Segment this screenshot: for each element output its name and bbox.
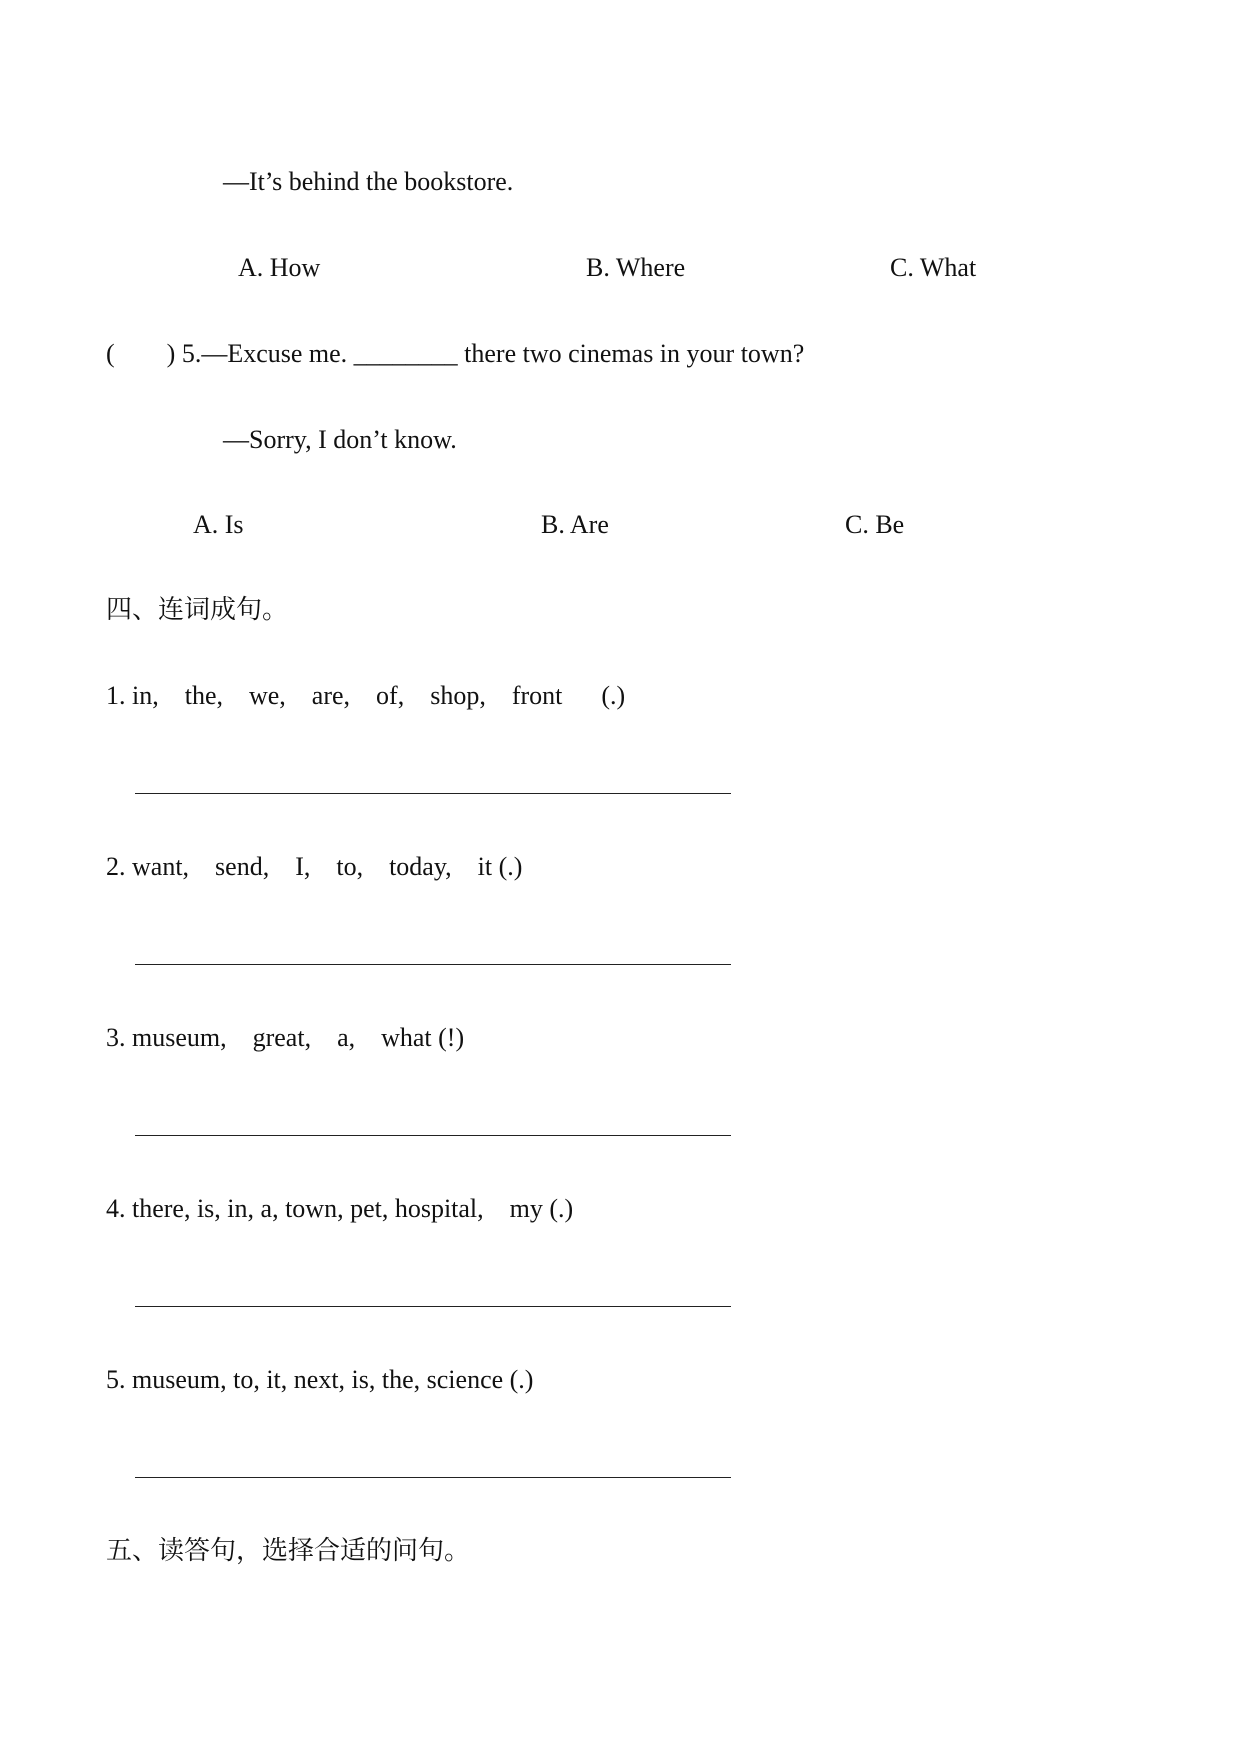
- answer-line-4: [135, 1306, 731, 1307]
- section4-item-2: 2. want, send, I, to, today, it (.): [106, 852, 523, 881]
- q5-question: ( ) 5.—Excuse me. ________ there two cinemas in your town?: [106, 339, 805, 368]
- section4-item-1: 1. in, the, we, are, of, shop, front (.): [106, 681, 626, 710]
- q4-answer-line: —It’s behind the bookstore.: [223, 167, 514, 196]
- q5-option-b: B. Are: [541, 510, 609, 539]
- section5-heading: 五、读答句，选择合适的问句。: [106, 1536, 471, 1566]
- section4-item-5: 5. museum, to, it, next, is, the, science (.): [106, 1365, 534, 1394]
- section4-heading: 四、连词成句。: [106, 595, 289, 625]
- answer-line-1: [135, 793, 731, 794]
- answer-line-5: [135, 1477, 731, 1478]
- q4-option-a: A. How: [238, 253, 321, 282]
- q4-option-b: B. Where: [586, 253, 686, 282]
- q5-answer-line: —Sorry, I don’t know.: [223, 425, 457, 454]
- q4-option-c: C. What: [890, 253, 977, 282]
- section4-item-3: 3. museum, great, a, what (!): [106, 1023, 465, 1052]
- answer-line-3: [135, 1135, 731, 1136]
- q5-option-c: C. Be: [845, 510, 905, 539]
- q5-option-a: A. Is: [193, 510, 244, 539]
- answer-line-2: [135, 964, 731, 965]
- section4-item-4: 4. there, is, in, a, town, pet, hospital, my (.): [106, 1194, 574, 1223]
